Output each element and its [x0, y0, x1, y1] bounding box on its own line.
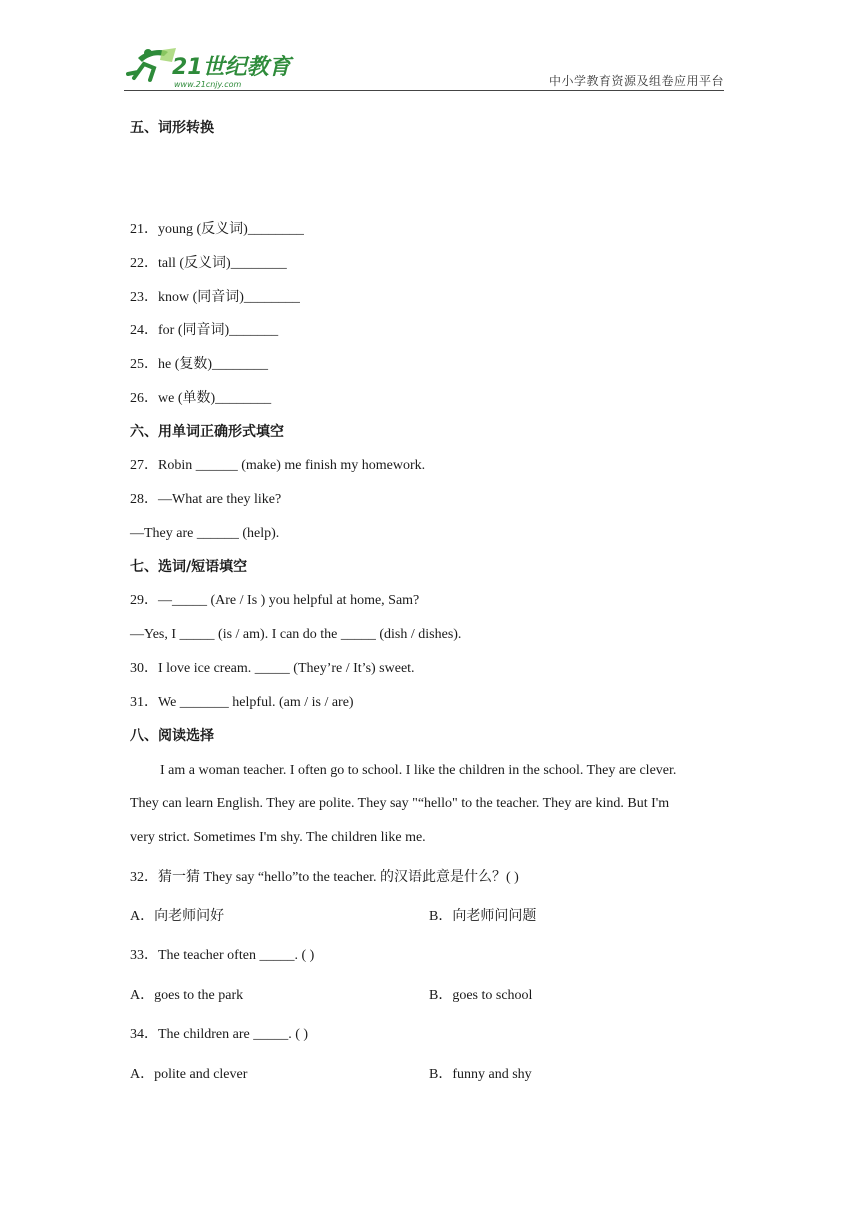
question-34-stem: 34．The children are _____. ( )	[130, 1027, 309, 1042]
passage-line-3: very strict. Sometimes I'm shy. The children like me.	[130, 830, 426, 845]
section-5-title: 五、词形转换	[130, 120, 214, 136]
question-28-ask: 28．—What are they like?	[130, 492, 282, 507]
question-33-stem: 33．The teacher often _____. ( )	[130, 948, 315, 963]
section-7-title: 七、选词/短语填空	[130, 559, 248, 575]
platform-name: 中小学教育资源及组卷应用平台	[548, 74, 724, 88]
question-29-answer: —Yes, I _____ (is / am). I can do the _____ (dish / dishes).	[130, 627, 462, 642]
svg-text:www.21cnjy.com: www.21cnjy.com	[174, 80, 242, 89]
question-29-ask: 29．—_____ (Are / Is ) you helpful at home, Sam?	[130, 593, 420, 608]
question-30: 30．I love ice cream. _____ (They’re / It’s) sweet.	[130, 661, 415, 676]
question-23: 23．know (同音词)________	[130, 290, 300, 305]
question-32-option-a: A．向老师问好	[130, 909, 225, 924]
passage-line-2: They can learn English. They are polite. They say "“hello" to the teacher. They are kind. But I'm	[130, 796, 670, 811]
passage-line-1: I am a woman teacher. I often go to school. I like the children in the school. They are clever.	[160, 763, 677, 778]
question-33-option-a: A．goes to the park	[130, 988, 244, 1003]
question-34-option-a: A．polite and clever	[130, 1067, 248, 1082]
section-6-title: 六、用单词正确形式填空	[130, 424, 284, 440]
question-31: 31．We _______ helpful. (am / is / are)	[130, 695, 354, 710]
question-33-option-b: B．goes to school	[429, 988, 533, 1003]
question-34-option-b: B．funny and shy	[429, 1067, 532, 1082]
section-8-title: 八、阅读选择	[130, 728, 214, 744]
21cnjy-logo	[124, 44, 294, 90]
question-21: 21．young (反义词)________	[130, 222, 304, 237]
question-32-stem: 32．猜一猜 They say “hello”to the teacher. 的汉语此意是什么？( )	[130, 870, 519, 885]
question-32-option-b: B．向老师问问题	[429, 909, 537, 924]
question-27: 27．Robin ______ (make) me finish my homework.	[130, 458, 426, 473]
question-22: 22．tall (反义词)________	[130, 256, 287, 271]
svg-text:21世纪教育: 21世纪教育	[172, 55, 291, 80]
header-rule	[124, 90, 724, 91]
question-28-answer: —They are ______ (help).	[130, 526, 280, 541]
question-24: 24．for (同音词)_______	[130, 323, 279, 338]
question-25: 25．he (复数)________	[130, 357, 269, 372]
question-26: 26．we (单数)________	[130, 391, 272, 406]
page-header	[124, 44, 724, 92]
